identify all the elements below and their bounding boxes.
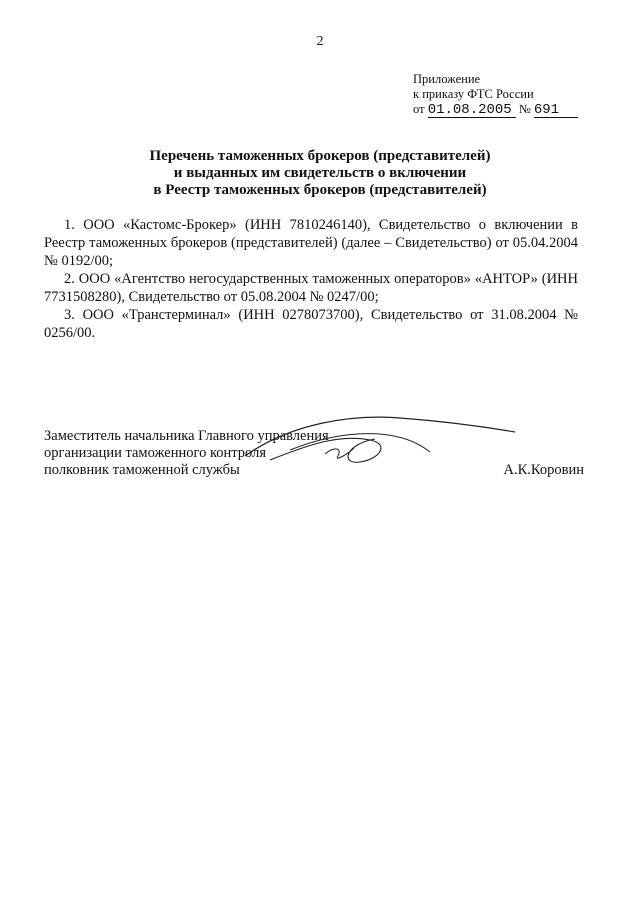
appendix-date: 01.08.2005 bbox=[428, 103, 516, 118]
appendix-label: Приложение bbox=[413, 72, 481, 86]
signer-title-line-3: полковник таможенной службы bbox=[44, 462, 240, 478]
handwritten-signature bbox=[230, 404, 520, 474]
list-item: 2. ООО «Агентство негосударственных таможенных операторов» «АНТОР» (ИНН 7731508280), Свидетельство от 05.08.2004 № 0247/00; bbox=[44, 271, 578, 305]
title-line-3: в Реестр таможенных брокеров (представителей) bbox=[153, 182, 487, 198]
appendix-header bbox=[413, 72, 578, 118]
document-title bbox=[0, 148, 640, 199]
signer-title-line-2: организации таможенного контроля bbox=[44, 445, 267, 461]
appendix-order-ref: к приказу ФТС России bbox=[413, 87, 534, 101]
appendix-from-prefix: от bbox=[413, 102, 425, 116]
title-line-1: Перечень таможенных брокеров (представителей) bbox=[149, 148, 491, 164]
title-line-2: и выданных им свидетельств о включении bbox=[173, 165, 467, 181]
list-item: 1. ООО «Кастомс-Брокер» (ИНН 7810246140), Свидетельство о включении в Реестр таможенных брокеров (представителей) (далее – Свидетельство) от 05.04.2004 № 0192/00; bbox=[44, 217, 578, 269]
broker-list bbox=[44, 216, 578, 342]
appendix-number-prefix: № bbox=[518, 102, 531, 116]
signer-name: А.К.Коровин bbox=[503, 462, 584, 478]
signer-title-line-1: Заместитель начальника Главного управления bbox=[44, 428, 329, 444]
page-number: 2 bbox=[316, 34, 324, 49]
list-item: 3. ООО «Транстерминал» (ИНН 0278073700), Свидетельство от 31.08.2004 № 0256/00. bbox=[44, 307, 578, 341]
appendix-number: 691 bbox=[534, 103, 578, 118]
appendix-date-line bbox=[413, 102, 578, 118]
